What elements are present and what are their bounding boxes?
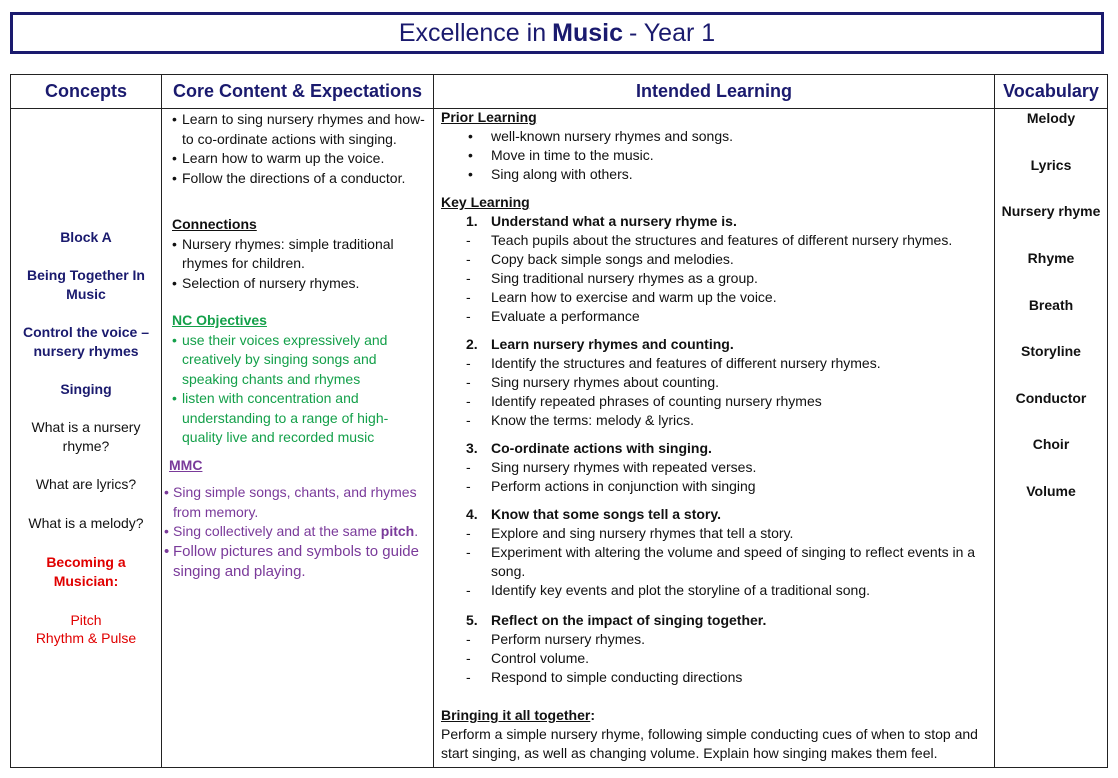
core-content-column	[162, 75, 434, 767]
key-learning-item: - Sing nursery rhymes about counting.	[441, 373, 988, 392]
becoming-line1: Becoming a	[46, 554, 126, 570]
title-suffix: - Year 1	[628, 18, 716, 47]
key-learning-title: 3. Co-ordinate actions with singing.	[466, 440, 712, 456]
key-learning-item: - Know the terms: melody & lyrics.	[441, 411, 988, 430]
core-item: • Learn to sing nursery rhymes and how-to co-ordinate actions with singing.	[172, 110, 425, 149]
key-learning-title: 1. Understand what a nursery rhyme is.	[466, 213, 737, 229]
key-learning-item: - Identify the structures and features of different nursery rhymes.	[441, 354, 988, 373]
vocab-word: Melody	[1026, 110, 1076, 126]
prior-learning-heading: Prior Learning	[441, 109, 537, 125]
pitch-label: Pitch	[70, 612, 102, 628]
vocab-word: Storyline	[1021, 343, 1081, 359]
core-header: Core Content & Expectations	[162, 75, 433, 109]
page-title	[10, 12, 1104, 54]
being-together-line1: Being Together In	[27, 267, 145, 283]
concepts-column	[11, 75, 162, 767]
key-learning-title: 4. Know that some songs tell a story.	[466, 506, 722, 522]
concepts-header: Concepts	[11, 75, 161, 109]
vocabulary-column	[995, 75, 1107, 767]
prior-item: • well-known nursery rhymes and songs.	[441, 127, 988, 146]
core-item: • Learn how to warm up the voice.	[172, 149, 425, 169]
becoming-line2: Musician:	[53, 573, 119, 589]
key-learning-item: - Experiment with altering the volume and speed of singing to reflect events in a song.	[441, 543, 988, 581]
vocab-word: Nursery rhyme	[1001, 203, 1101, 219]
nc-objectives-heading: NC Objectives	[172, 312, 267, 328]
question-melody: What is a melody?	[28, 515, 144, 531]
connections-item: • Selection of nursery rhymes.	[172, 274, 425, 294]
connections-item: • Nursery rhymes: simple traditional rhymes for children.	[172, 235, 425, 274]
intended-learning-column	[434, 75, 995, 767]
key-learning-item: - Perform nursery rhymes.	[441, 630, 988, 649]
concepts-body	[11, 108, 161, 767]
key-learning-item: - Perform actions in conjunction with singing	[441, 477, 988, 496]
mmc-list	[164, 483, 425, 582]
curriculum-table	[10, 74, 1108, 768]
nc-objective-item: • listen with concentration and understanding to a range of high-quality live and recorded music	[172, 389, 425, 448]
core-body	[162, 108, 433, 767]
bringing-together-heading: Bringing it all together:	[441, 707, 596, 723]
prior-item: • Sing along with others.	[441, 165, 988, 184]
title-prefix: Excellence in	[398, 18, 547, 47]
mmc-item: • Sing collectively and at the same pitch.	[164, 522, 425, 542]
control-voice-line2: nursery rhymes	[33, 343, 139, 359]
control-voice-line1: Control the voice –	[22, 324, 150, 340]
title-subject: Music	[552, 18, 623, 47]
vocab-word: Volume	[1026, 483, 1076, 499]
being-together-line2: Music	[66, 286, 106, 302]
question-lyrics: What are lyrics?	[35, 476, 137, 492]
prior-item: • Move in time to the music.	[441, 146, 988, 165]
key-learning-title: 5. Reflect on the impact of singing together.	[466, 612, 767, 628]
vocab-body	[995, 108, 1107, 767]
key-learning-item: - Learn how to exercise and warm up the voice.	[441, 288, 988, 307]
key-learning-item: - Identify repeated phrases of counting nursery rhymes	[441, 392, 988, 411]
nc-objective-item: • use their voices expressively and creatively by singing songs and speaking chants and rhymes	[172, 331, 425, 390]
key-learning-item: - Control volume.	[441, 649, 988, 668]
key-learning-item: - Sing nursery rhymes with repeated verses.	[441, 458, 988, 477]
learning-header: Intended Learning	[434, 75, 994, 109]
key-learning-item: - Copy back simple songs and melodies.	[441, 250, 988, 269]
vocab-header: Vocabulary	[995, 75, 1107, 109]
vocab-word: Choir	[1032, 436, 1070, 452]
key-learning-heading: Key Learning	[441, 194, 530, 210]
nc-objectives-list	[172, 331, 425, 448]
block-label: Block A	[60, 229, 112, 245]
key-learning-item: - Evaluate a performance	[441, 307, 988, 326]
vocab-word: Rhyme	[1027, 250, 1075, 266]
mmc-item: • Follow pictures and symbols to guide singing and playing.	[164, 542, 425, 582]
connections-list	[172, 235, 425, 294]
vocab-word: Conductor	[1015, 390, 1087, 406]
key-learning-item: - Explore and sing nursery rhymes that tell a story.	[441, 524, 988, 543]
learning-body	[434, 108, 994, 767]
question-nursery-line2: rhyme?	[62, 438, 110, 454]
rhythm-pulse-label: Rhythm & Pulse	[35, 630, 137, 646]
core-list	[172, 110, 425, 188]
vocab-word: Breath	[1028, 297, 1074, 313]
bringing-together-text: Perform a simple nursery rhyme, following simple conducting cues of when to stop and start singing, as well as changing volume. Explain how singing makes them feel.	[441, 726, 978, 761]
connections-heading: Connections	[172, 216, 257, 232]
key-learning-title: 2. Learn nursery rhymes and counting.	[466, 336, 734, 352]
vocab-word: Lyrics	[1030, 157, 1072, 173]
mmc-item: • Sing simple songs, chants, and rhymes from memory.	[164, 483, 425, 522]
key-learning-item: - Sing traditional nursery rhymes as a group.	[441, 269, 988, 288]
mmc-heading: MMC	[169, 456, 203, 473]
core-item: • Follow the directions of a conductor.	[172, 169, 425, 189]
key-learning-item: - Identify key events and plot the storyline of a traditional song.	[441, 581, 988, 600]
question-nursery-line1: What is a nursery	[31, 419, 141, 435]
key-learning-item: - Teach pupils about the structures and features of different nursery rhymes.	[441, 231, 988, 250]
singing-label: Singing	[60, 381, 112, 397]
key-learning-item: - Respond to simple conducting directions	[441, 668, 988, 687]
